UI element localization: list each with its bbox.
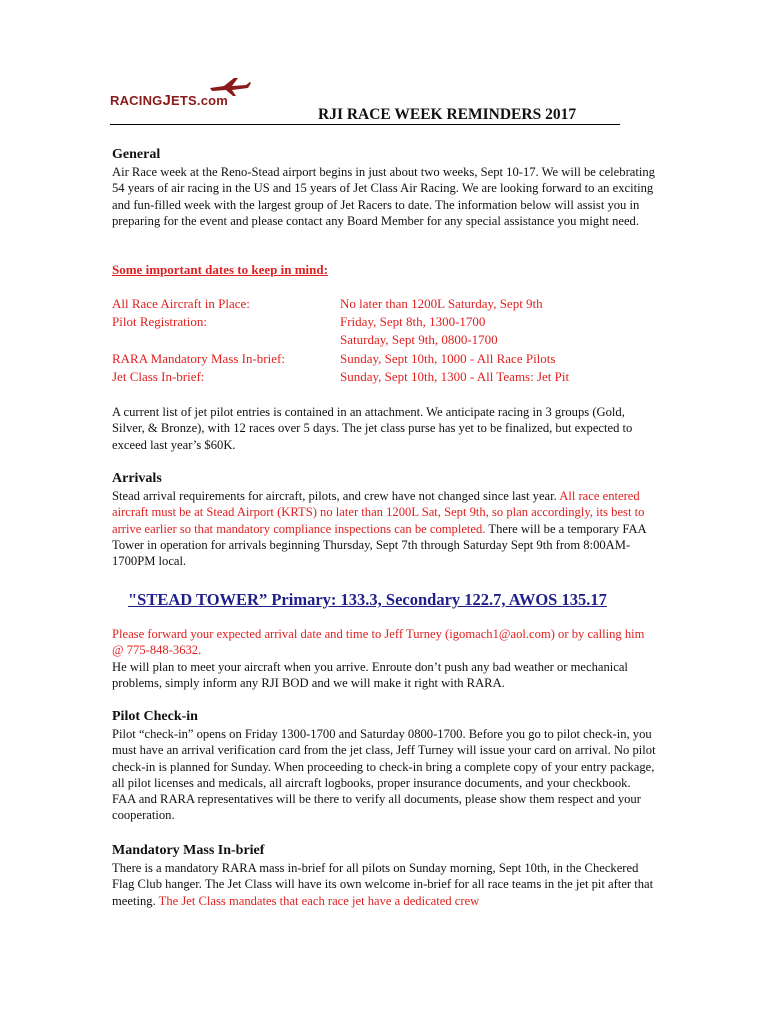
date-value: Saturday, Sept 9th, 0800-1700 [340,332,498,348]
arrivals-heading: Arrivals [112,471,162,486]
forward-section [112,626,656,691]
date-row [112,295,672,313]
date-label: All Race Aircraft in Place: [112,296,250,311]
title-rule [110,124,620,125]
stead-tower-frequencies: "STEAD TOWER” Primary: 133.3, Secondary 122.7, AWOS 135.17 [128,590,607,609]
checkin-heading: Pilot Check-in [112,709,198,724]
date-label: RARA Mandatory Mass In-brief: [112,350,285,366]
general-body: Air Race week at the Reno-Stead airport begins in just about two weeks, Sept 10-17. We will be celebrating 54 years of air racing in the US and 15 years of Jet Class Air Racing. We are looking forward to an exciting and fun-filled week with the largest group of Jet Racers to date. The information below will assist you in preparing for the event and please contact any Board Member for any special assistance you might need. [112,165,655,228]
date-label: Pilot Registration: [112,314,207,330]
checkin-body: Pilot “check-in” opens on Friday 1300-1700 and Saturday 0800-1700. Before you go to pilot check-in, you must have an arrival verification card from the jet class, Jeff Turney will issue your card on arrival. No pilot check-in is planned for Sunday. When proceeding to check-in bring a complete copy of your entry package, all pilot licenses and medicals, all aircraft logbooks, proper insurance documents, and your checkbook. FAA and RARA representatives will be there to verify all documents, please show them respect and your cooperation. [112,727,656,823]
massbrief-heading: Mandatory Mass In-brief [112,843,265,858]
massbrief-section [112,842,656,909]
date-row [112,350,672,368]
forward-meet-notice: He will plan to meet your aircraft when you arrive. Enroute don’t push any bad weather or mechanical problems, simply inform any RJI BOD and we will make it right with RARA. [112,659,628,690]
dates-table [112,295,672,386]
date-value: No later than 1200L Saturday, Sept 9th [340,296,543,311]
logo-text: RACINGJETS.com [110,92,229,109]
forward-arrival-notice: Please forward your expected arrival date and time to Jeff Turney (igomach1@aol.com) or by calling him @ 775-848-3632. [112,627,645,658]
checkin-section [112,708,656,824]
date-value: Sunday, Sept 10th, 1000 - All Race Pilots [340,350,556,366]
entries-section [112,404,656,453]
massbrief-body: There is a mandatory RARA mass in-brief for all pilots on Sunday morning, Sept 10th, in the Checkered Flag Club hanger. The Jet Class will have its own welcome in-brief for all race teams in the jet pit after that meeting. The Jet Class mandates that each race jet have a dedicated crew [112,861,654,908]
date-label [112,331,340,349]
date-row [112,331,672,349]
date-row [112,313,672,331]
entries-paragraph: A current list of jet pilot entries is contained in an attachment. We anticipate racing in 3 groups (Gold, Silver, & Bronze), with 12 races over 5 days. The jet class purse has yet to be finalized, but expected to exceed last year’s $60K. [112,405,633,452]
arrivals-section [112,470,656,569]
racingjets-logo [110,74,260,118]
dates-heading: Some important dates to keep in mind: [112,262,328,277]
date-value: Sunday, Sept 10th, 1300 - All Teams: Jet Pit [340,368,570,384]
date-value: Friday, Sept 8th, 1300-1700 [340,314,486,330]
date-row [112,368,672,386]
arrivals-body: Stead arrival requirements for aircraft, pilots, and crew have not changed since last year. All race entered aircraft must be at Stead Airport (KRTS) no later than 1200L Sat, Sept 9th, so plan accordingly, its best to arrive earlier so that mandatory compliance inspections can be completed. There will be a temporary FAA Tower in operation for arrivals beginning Thursday, Sept 7th through Saturday Sept 9th from 8:00AM-1700PM local. [112,489,646,569]
general-heading: General [112,147,161,162]
date-label: Jet Class In-brief: [112,368,205,384]
general-section [112,146,656,229]
page-title: RJI RACE WEEK REMINDERS 2017 [318,106,577,123]
